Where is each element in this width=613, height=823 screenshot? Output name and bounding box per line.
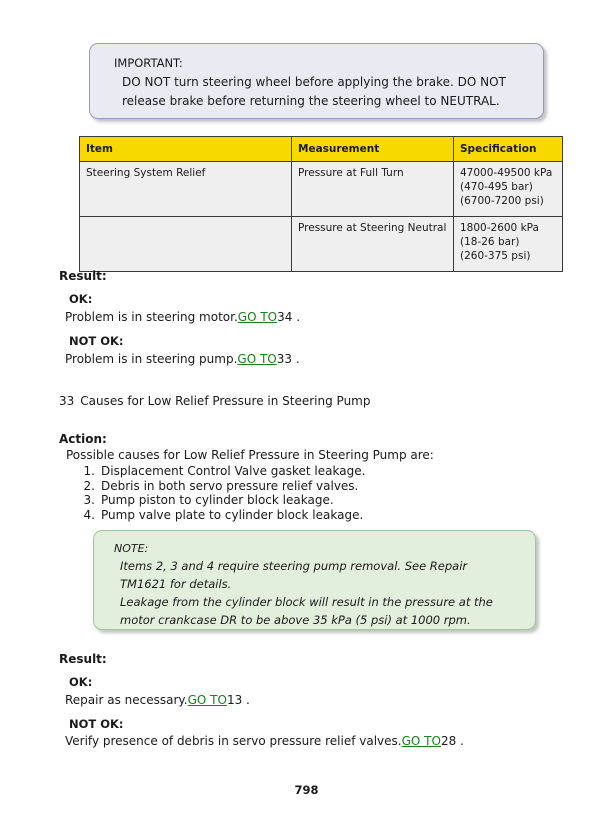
goto-link-34[interactable]: GO TO (237, 310, 278, 324)
list-item-number: 4. (83, 507, 95, 522)
note-callout-line-2: TM1621 for details. (120, 577, 232, 591)
section-heading (59, 394, 371, 408)
result-notok-prefix-bottom: Verify presence of debris in servo pressure relief valves. (65, 734, 402, 748)
list-item (77, 464, 365, 479)
table-row (80, 162, 563, 217)
list-item-text: Debris in both servo pressure relief valves. (101, 478, 359, 493)
specification-table (79, 136, 563, 272)
causes-list (77, 464, 365, 522)
action-heading: Action: (59, 432, 107, 446)
page-number: 798 (294, 783, 319, 797)
list-item-text: Pump piston to cylinder block leakage. (101, 493, 334, 507)
spec-value-bar: (470-495 bar) (460, 181, 533, 193)
result-ok-suffix-top: 34 . (277, 310, 301, 324)
list-item (77, 508, 365, 523)
result-ok-prefix-bottom: Repair as necessary. (65, 693, 188, 707)
action-intro-text: Possible causes for Low Relief Pressure in Steering Pump are: (66, 448, 434, 462)
goto-link-13[interactable]: GO TO (187, 693, 227, 707)
spec-value-kpa: 47000-49500 kPa (460, 167, 553, 179)
note-callout-line-3: Leakage from the cylinder block will result in the pressure at the (120, 595, 493, 609)
cell-measurement: Pressure at Full Turn (292, 162, 454, 217)
note-callout-line-4: motor crankcase DR to be above 35 kPa (5 psi) at 1000 rpm. (120, 613, 471, 627)
table-row (80, 217, 563, 272)
list-item (77, 479, 365, 494)
column-header-item: Item (80, 137, 292, 162)
column-header-measurement: Measurement (292, 137, 454, 162)
result-ok-prefix-top: Problem is in steering motor. (65, 310, 238, 324)
cell-measurement: Pressure at Steering Neutral (292, 217, 454, 272)
result-ok-label-bottom: OK: (69, 675, 93, 689)
table-header-row (80, 137, 563, 162)
result-ok-text-bottom (65, 693, 250, 707)
result-notok-text-top (65, 352, 300, 366)
result-notok-suffix-top: 33 . (276, 352, 300, 366)
list-item-number: 1. (83, 464, 95, 478)
cell-specification (454, 162, 563, 217)
list-item-text: Pump valve plate to cylinder block leakage. (101, 507, 364, 522)
spec-value-psi: (6700-7200 psi) (460, 195, 544, 207)
list-item-number: 3. (83, 493, 95, 507)
list-item-number: 2. (83, 478, 95, 493)
important-callout-line-1: DO NOT turn steering wheel before applying the brake. DO NOT (122, 75, 506, 89)
result-ok-suffix-bottom: 13 . (226, 693, 250, 707)
spec-value-psi: (260-375 psi) (460, 250, 531, 262)
important-callout (89, 43, 544, 119)
important-callout-title: IMPORTANT: (114, 56, 183, 70)
result-notok-suffix-bottom: 28 . (440, 734, 464, 748)
spec-value-kpa: 1800-2600 kPa (460, 222, 539, 234)
cell-item (80, 217, 292, 272)
result-notok-label-bottom: NOT OK: (69, 717, 124, 731)
spec-value-bar: (18-26 bar) (460, 236, 520, 248)
result-ok-label-top: OK: (69, 292, 93, 306)
section-number: 33 (59, 394, 75, 408)
note-callout-title: NOTE: (114, 542, 149, 555)
column-header-specification: Specification (454, 137, 563, 162)
goto-link-33[interactable]: GO TO (237, 352, 277, 366)
result-heading-top: Result: (59, 269, 107, 283)
result-ok-text-top (65, 310, 300, 324)
section-title: Causes for Low Relief Pressure in Steering Pump (80, 394, 371, 408)
note-callout (93, 530, 536, 630)
cell-item: Steering System Relief (80, 162, 292, 217)
cell-specification (454, 217, 563, 272)
result-notok-label-top: NOT OK: (69, 334, 124, 348)
list-item (77, 493, 365, 508)
result-notok-prefix-top: Problem is in steering pump. (65, 352, 238, 366)
note-callout-line-1: Items 2, 3 and 4 require steering pump removal. See Repair (120, 559, 468, 573)
goto-link-28[interactable]: GO TO (401, 734, 441, 748)
important-callout-line-2: release brake before returning the steering wheel to NEUTRAL. (122, 94, 500, 108)
result-notok-text-bottom (65, 734, 464, 748)
result-heading-bottom: Result: (59, 652, 107, 666)
list-item-text: Displacement Control Valve gasket leakage. (101, 464, 366, 478)
